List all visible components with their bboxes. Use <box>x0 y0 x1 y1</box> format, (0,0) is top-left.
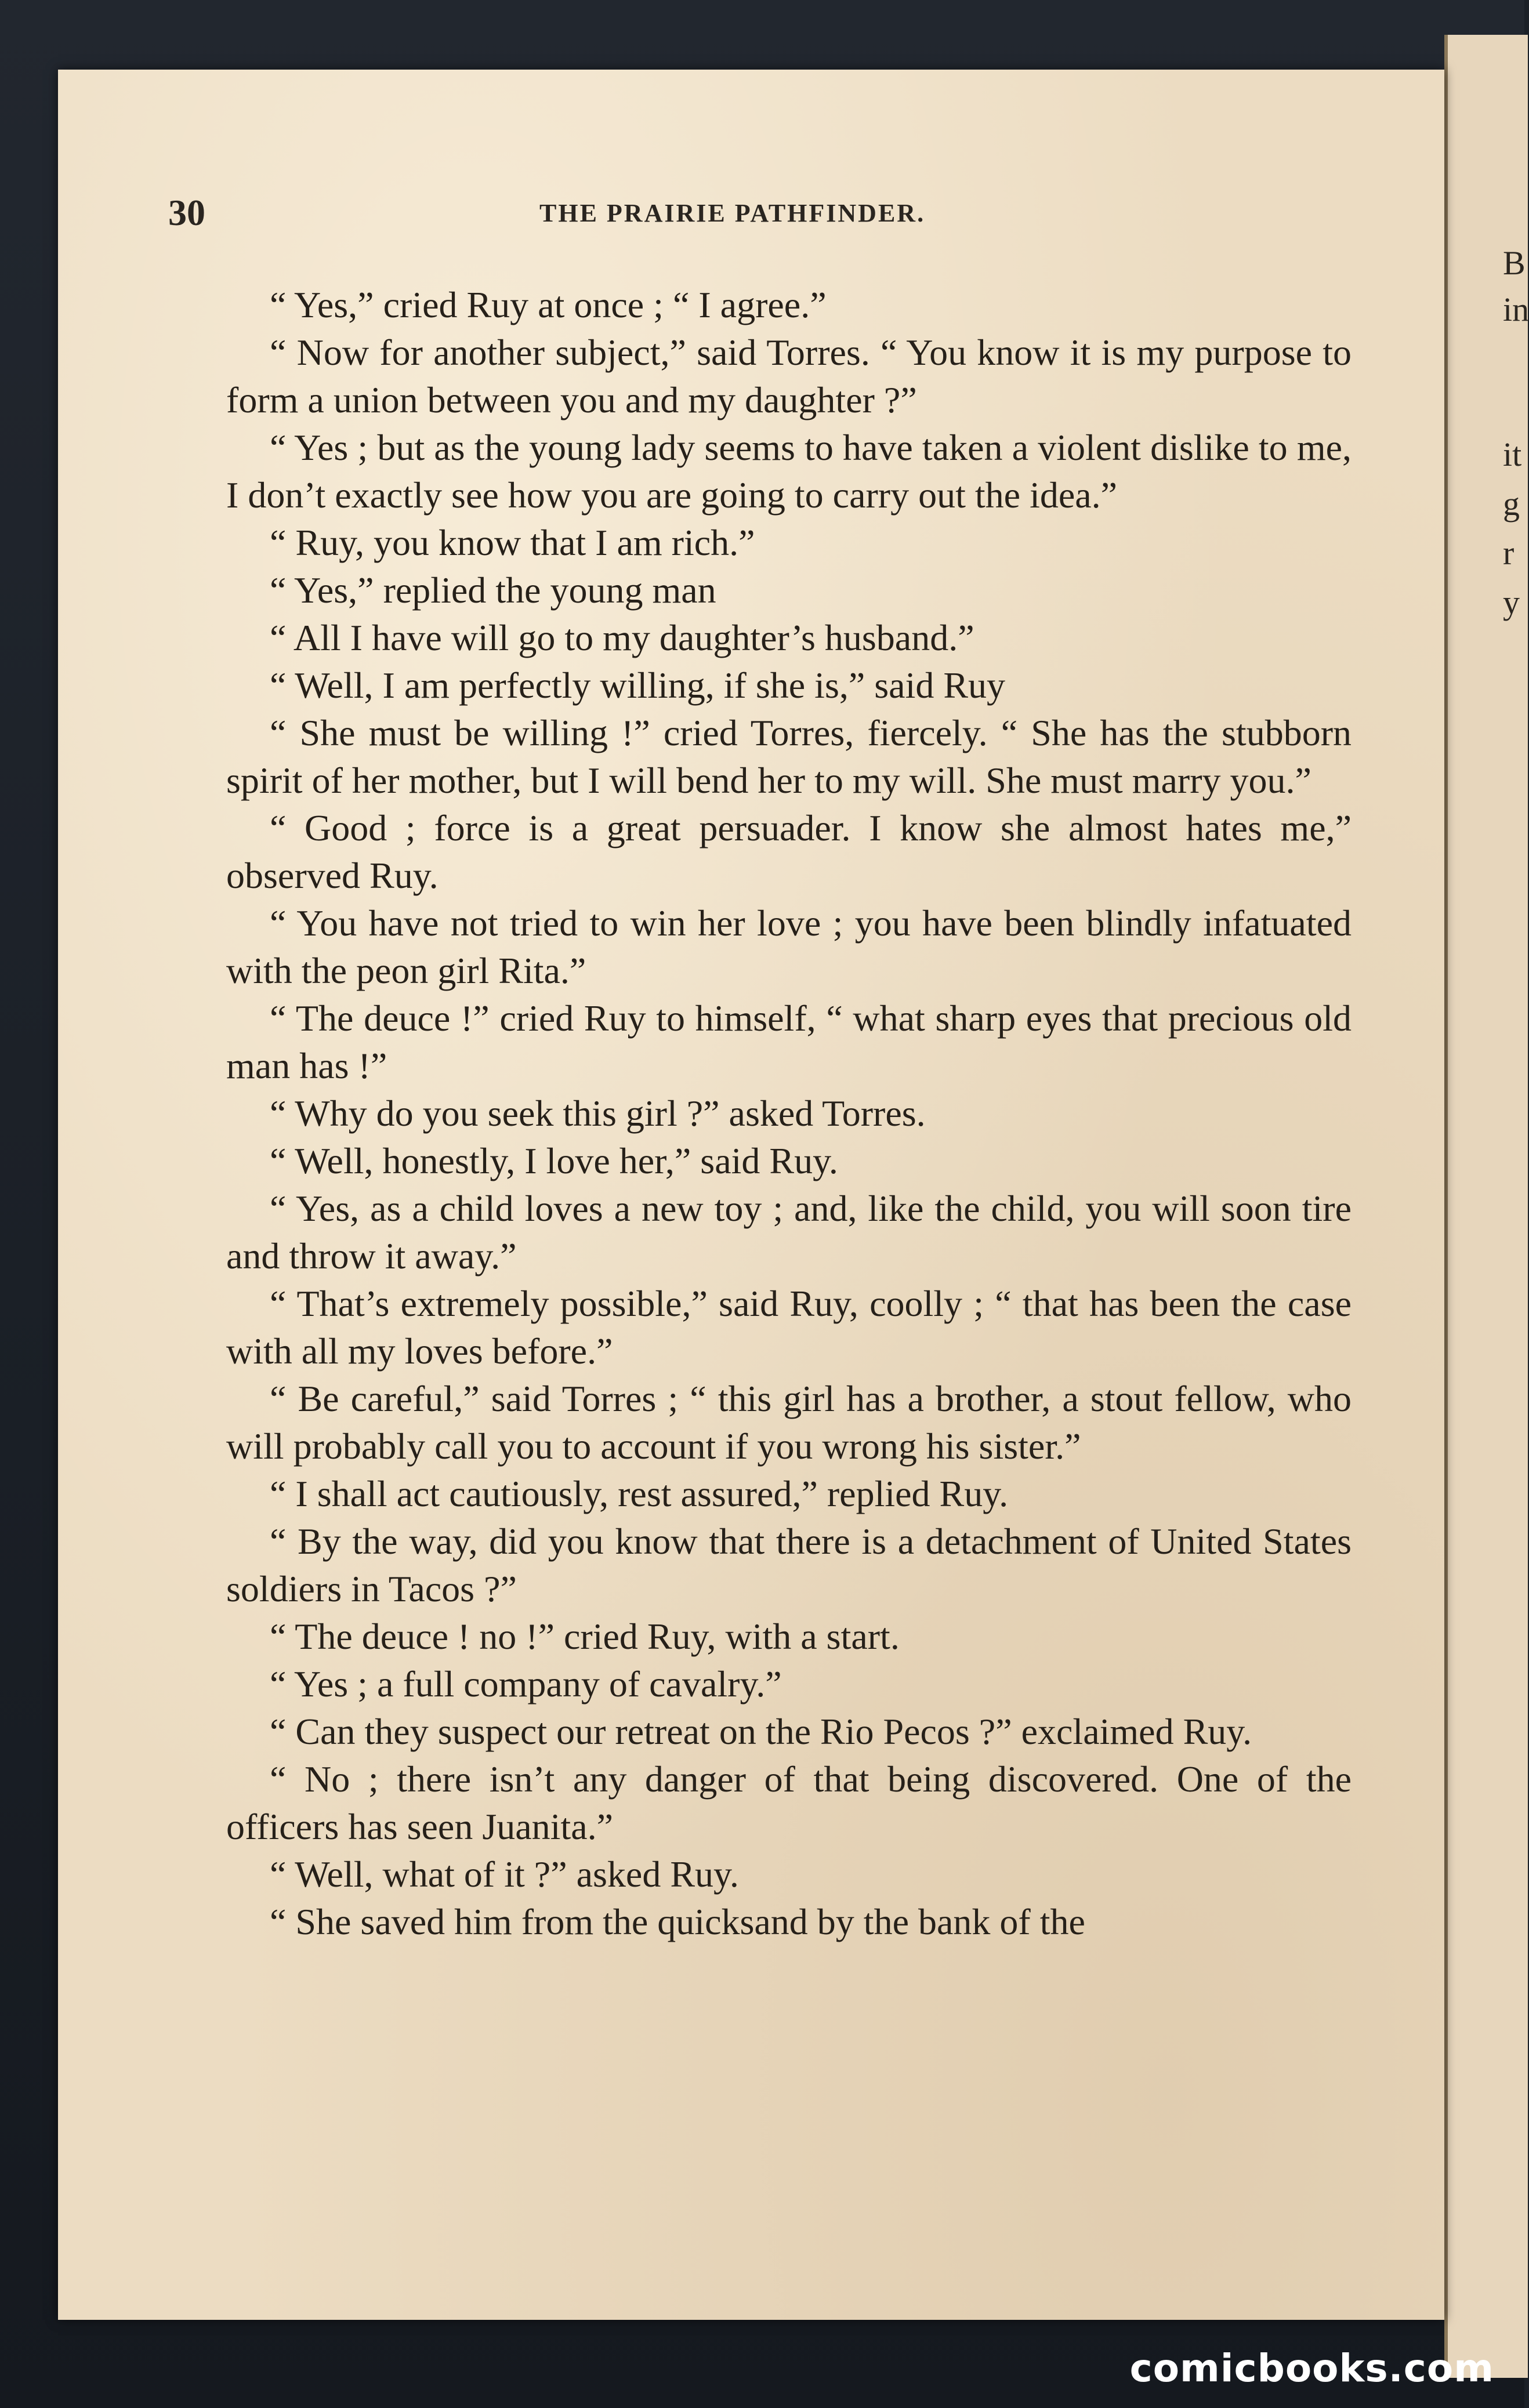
paragraph: “ Now for another subject,” said Torres. “ You know it is my purpose to form a union between you and my daughter ?” <box>226 332 1352 420</box>
paragraph: “ Can they suspect our retreat on the Rio Pecos ?” exclaimed Ruy. <box>270 1711 1252 1752</box>
paragraph: “ That’s extremely possible,” said Ruy, coolly ; “ that has been the case with all my loves before.” <box>226 1283 1352 1372</box>
adjacent-page-fragment: in <box>1503 291 1529 328</box>
running-head: THE PRAIRIE PATHFINDER. <box>539 199 926 227</box>
adjacent-page-fragment: r <box>1503 534 1514 572</box>
paragraph: “ Well, what of it ?” asked Ruy. <box>270 1854 739 1895</box>
adjacent-page-fragment: y <box>1503 583 1520 621</box>
page-body <box>226 281 1352 1946</box>
paragraph: “ All I have will go to my daughter’s husband.” <box>270 617 974 658</box>
paragraph: “ Yes ; but as the young lady seems to have taken a violent dislike to me, I don’t exactly see how you are going to carry out the idea.” <box>226 427 1352 516</box>
paragraph: “ She must be willing !” cried Torres, fiercely. “ She has the stubborn spirit of her mother, but I will bend her to my will. She must marry you.” <box>226 712 1352 801</box>
paragraph: “ Ruy, you know that I am rich.” <box>270 522 755 563</box>
paragraph: “ You have not tried to win her love ; you have been blindly infatuated with the peon girl Rita.” <box>226 902 1352 991</box>
page-header <box>168 191 1357 238</box>
paragraph: “ Yes,” replied the young man <box>270 570 716 611</box>
paragraph: “ Yes ; a full company of cavalry.” <box>270 1663 782 1705</box>
paragraph: “ Well, honestly, I love her,” said Ruy. <box>270 1140 838 1181</box>
page-number: 30 <box>168 192 205 233</box>
paragraph: “ I shall act cautiously, rest assured,” replied Ruy. <box>270 1473 1009 1514</box>
paragraph: “ The deuce !” cried Ruy to himself, “ what sharp eyes that precious old man has !” <box>226 998 1352 1086</box>
site-watermark: comicbooks.com <box>1129 2346 1494 2391</box>
adjacent-page-fragment: it <box>1503 436 1522 473</box>
paragraph: “ Yes,” cried Ruy at once ; “ I agree.” <box>270 284 827 325</box>
paragraph: “ By the way, did you know that there is a detachment of United States soldiers in Tacos ?” <box>226 1521 1352 1609</box>
adjacent-page-fragment: B <box>1503 244 1526 282</box>
paragraph: “ Good ; force is a great persuader. I know she almost hates me,” observed Ruy. <box>226 807 1352 896</box>
paragraph: “ Be careful,” said Torres ; “ this girl has a brother, a stout fellow, who will probably call you to account if you wrong his sister.” <box>226 1378 1352 1467</box>
paragraph: “ Why do you seek this girl ?” asked Torres. <box>270 1093 926 1134</box>
paragraph: “ She saved him from the quicksand by the bank of the <box>270 1901 1085 1942</box>
paragraph: “ Well, I am perfectly willing, if she is,” said Ruy <box>270 665 1006 706</box>
adjacent-page-edge <box>1444 35 1528 2378</box>
paragraph: “ Yes, as a child loves a new toy ; and, like the child, you will soon tire and throw it away.” <box>226 1188 1352 1276</box>
paragraph: “ No ; there isn’t any danger of that being discovered. One of the officers has seen Juanita.” <box>226 1758 1352 1847</box>
paragraph: “ The deuce ! no !” cried Ruy, with a start. <box>270 1616 900 1657</box>
adjacent-page-fragment: g <box>1503 485 1520 523</box>
